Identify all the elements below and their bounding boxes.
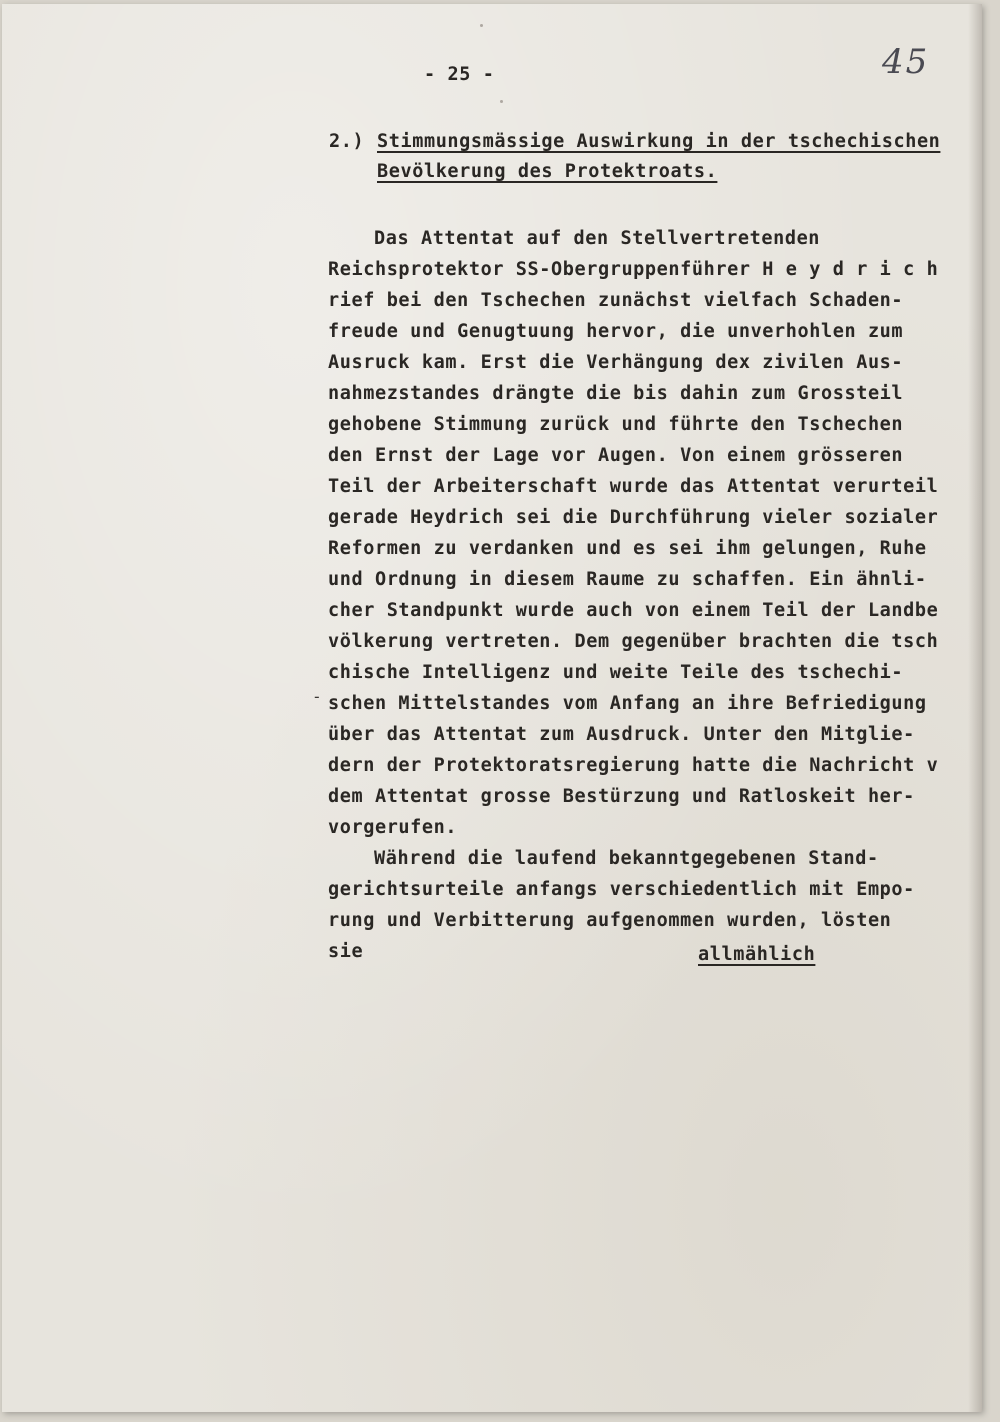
page-number: - 25 - — [424, 64, 495, 85]
catchword: allmählich — [698, 944, 816, 965]
body-line: schen Mittelstandes vom Anfang an ihre Befriedigung — [328, 693, 927, 714]
body-line: dem Attentat grosse Bestürzung und Ratloskeit her- — [328, 786, 915, 807]
body-line: rung und Verbitterung aufgenommen wurden, lösten — [328, 910, 892, 931]
section-heading-line-2: Bevölkerung des Protektroats. — [377, 161, 718, 182]
body-line: freude und Genugtuung hervor, die unverhohlen zum — [328, 321, 904, 342]
body-line: cher Standpunkt wurde auch von einem Teil der Landbe — [328, 600, 939, 621]
body-line: gerichtsurteile anfangs verschiedentlich mit Empo- — [328, 879, 915, 900]
body-line: Das Attentat auf den Stellvertretenden — [374, 228, 821, 249]
paper-speck — [480, 24, 483, 27]
body-line: Ausruck kam. Erst die Verhängung dex zivilen Aus- — [328, 352, 904, 373]
paper-speck — [500, 100, 503, 103]
body-line: gerade Heydrich sei die Durchführung vieler sozialer — [328, 507, 939, 528]
body-line: gehobene Stimmung zurück und führte den Tschechen — [328, 414, 904, 435]
body-line: Teil der Arbeiterschaft wurde das Attentat verurteil — [328, 476, 939, 497]
body-line: sie — [328, 941, 364, 962]
body-line: vorgerufen. — [328, 817, 458, 838]
document-page — [2, 4, 982, 1412]
page-edge-shadow — [968, 4, 982, 1412]
body-line: Reformen zu verdanken und es sei ihm gelungen, Ruhe — [328, 538, 927, 559]
body-line: nahmezstandes drängte die bis dahin zum Grossteil — [328, 383, 904, 404]
body-line: dern der Protektoratsregierung hatte die Nachricht v — [328, 755, 939, 776]
body-line: rief bei den Tschechen zunächst vielfach Schaden- — [328, 290, 904, 311]
folio-number: 45 — [882, 42, 930, 82]
body-line: den Ernst der Lage vor Augen. Von einem grösseren — [328, 445, 904, 466]
body-line: völkerung vertreten. Dem gegenüber brachten die tsch — [328, 631, 939, 652]
body-line: Während die laufend bekanntgegebenen Stand- — [374, 848, 879, 869]
body-line: chische Intelligenz und weite Teile des tschechi- — [328, 662, 904, 683]
body-text — [328, 223, 938, 967]
section-heading-line-1: Stimmungsmässige Auswirkung in der tschechischen — [377, 131, 941, 152]
margin-mark: - — [312, 687, 322, 706]
body-line: über das Attentat zum Ausdruck. Unter den Mitglie- — [328, 724, 915, 745]
section-number: 2.) — [329, 131, 365, 152]
body-line: und Ordnung in diesem Raume zu schaffen. Ein ähnli- — [328, 569, 927, 590]
body-line: Reichsprotektor SS-Obergruppenführer H e y d r i c h — [328, 259, 939, 280]
